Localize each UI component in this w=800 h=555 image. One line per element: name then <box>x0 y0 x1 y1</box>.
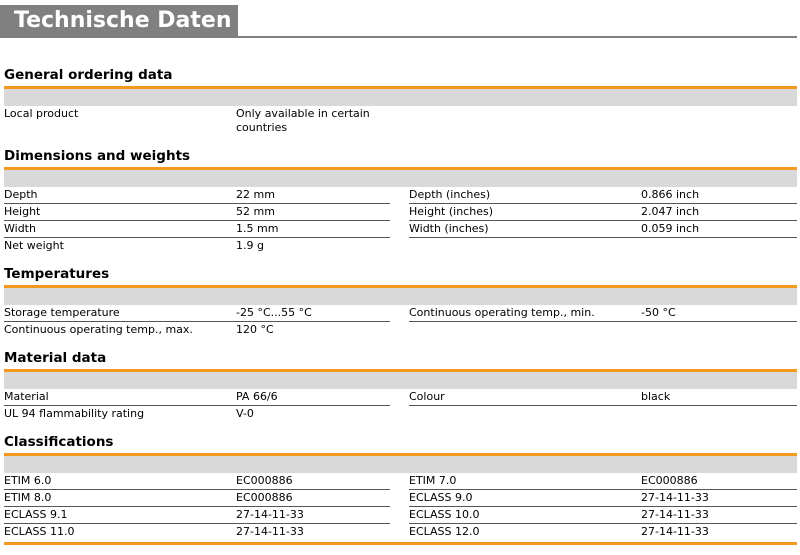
label-height-inches: Height (inches) <box>409 205 493 218</box>
label-eclass-11: ECLASS 11.0 <box>4 525 75 538</box>
section-band <box>4 89 797 106</box>
row-divider <box>409 237 797 238</box>
row-divider <box>4 237 390 238</box>
value-eclass-12: 27-14-11-33 <box>641 525 709 538</box>
row-divider <box>4 321 390 322</box>
bottom-rule <box>4 542 797 545</box>
value-net-weight: 1.9 g <box>236 239 264 252</box>
section-title-general-ordering: General ordering data <box>4 67 173 83</box>
label-eclass-12: ECLASS 12.0 <box>409 525 480 538</box>
label-eclass-10: ECLASS 10.0 <box>409 508 480 521</box>
label-local-product: Local product <box>4 107 79 120</box>
value-colour: black <box>641 390 671 403</box>
title-rule <box>238 36 797 38</box>
value-height: 52 mm <box>236 205 275 218</box>
label-ul94-rating: UL 94 flammability rating <box>4 407 145 420</box>
value-storage-temperature: -25 °C...55 °C <box>236 306 312 319</box>
page-title: Technische Daten <box>14 8 232 33</box>
value-material: PA 66/6 <box>236 390 278 403</box>
label-width: Width <box>4 222 36 235</box>
label-eclass-9-0: ECLASS 9.0 <box>409 491 473 504</box>
section-band <box>4 372 797 389</box>
row-divider <box>4 489 390 490</box>
value-operating-temp-min: -50 °C <box>641 306 676 319</box>
section-band <box>4 170 797 187</box>
value-operating-temp-max: 120 °C <box>236 323 274 336</box>
value-eclass-10: 27-14-11-33 <box>641 508 709 521</box>
value-width: 1.5 mm <box>236 222 279 235</box>
label-material: Material <box>4 390 49 403</box>
row-divider <box>4 405 390 406</box>
row-divider <box>4 203 390 204</box>
section-title-classifications: Classifications <box>4 434 114 450</box>
row-divider <box>409 523 797 524</box>
label-etim-8: ETIM 8.0 <box>4 491 52 504</box>
value-eclass-11: 27-14-11-33 <box>236 525 304 538</box>
label-height: Height <box>4 205 41 218</box>
value-local-product: Only available in certain countries <box>236 107 370 134</box>
value-width-inches: 0.059 inch <box>641 222 700 235</box>
section-title-dimensions: Dimensions and weights <box>4 148 191 164</box>
row-divider <box>409 220 797 221</box>
value-height-inches: 2.047 inch <box>641 205 700 218</box>
label-operating-temp-max: Continuous operating temp., max. <box>4 323 193 336</box>
row-divider <box>409 203 797 204</box>
section-band <box>4 288 797 305</box>
value-eclass-9-1: 27-14-11-33 <box>236 508 304 521</box>
label-width-inches: Width (inches) <box>409 222 489 235</box>
value-depth: 22 mm <box>236 188 275 201</box>
row-divider <box>409 405 797 406</box>
row-divider <box>409 321 797 322</box>
title-banner <box>0 5 238 38</box>
label-operating-temp-min: Continuous operating temp., min. <box>409 306 595 319</box>
section-title-material: Material data <box>4 350 107 366</box>
section-band <box>4 456 797 473</box>
label-depth-inches: Depth (inches) <box>409 188 491 201</box>
row-divider <box>4 220 390 221</box>
label-net-weight: Net weight <box>4 239 64 252</box>
value-etim-6: EC000886 <box>236 474 293 487</box>
row-divider <box>409 489 797 490</box>
label-storage-temperature: Storage temperature <box>4 306 120 319</box>
label-colour: Colour <box>409 390 445 403</box>
value-etim-7: EC000886 <box>641 474 698 487</box>
label-etim-7: ETIM 7.0 <box>409 474 457 487</box>
value-etim-8: EC000886 <box>236 491 293 504</box>
value-eclass-9-0: 27-14-11-33 <box>641 491 709 504</box>
value-depth-inches: 0.866 inch <box>641 188 700 201</box>
label-eclass-9-1: ECLASS 9.1 <box>4 508 68 521</box>
row-divider <box>4 523 390 524</box>
value-ul94-rating: V-0 <box>236 407 254 420</box>
row-divider <box>409 506 797 507</box>
label-depth: Depth <box>4 188 38 201</box>
section-title-temperatures: Temperatures <box>4 266 110 282</box>
label-etim-6: ETIM 6.0 <box>4 474 52 487</box>
row-divider <box>4 506 390 507</box>
